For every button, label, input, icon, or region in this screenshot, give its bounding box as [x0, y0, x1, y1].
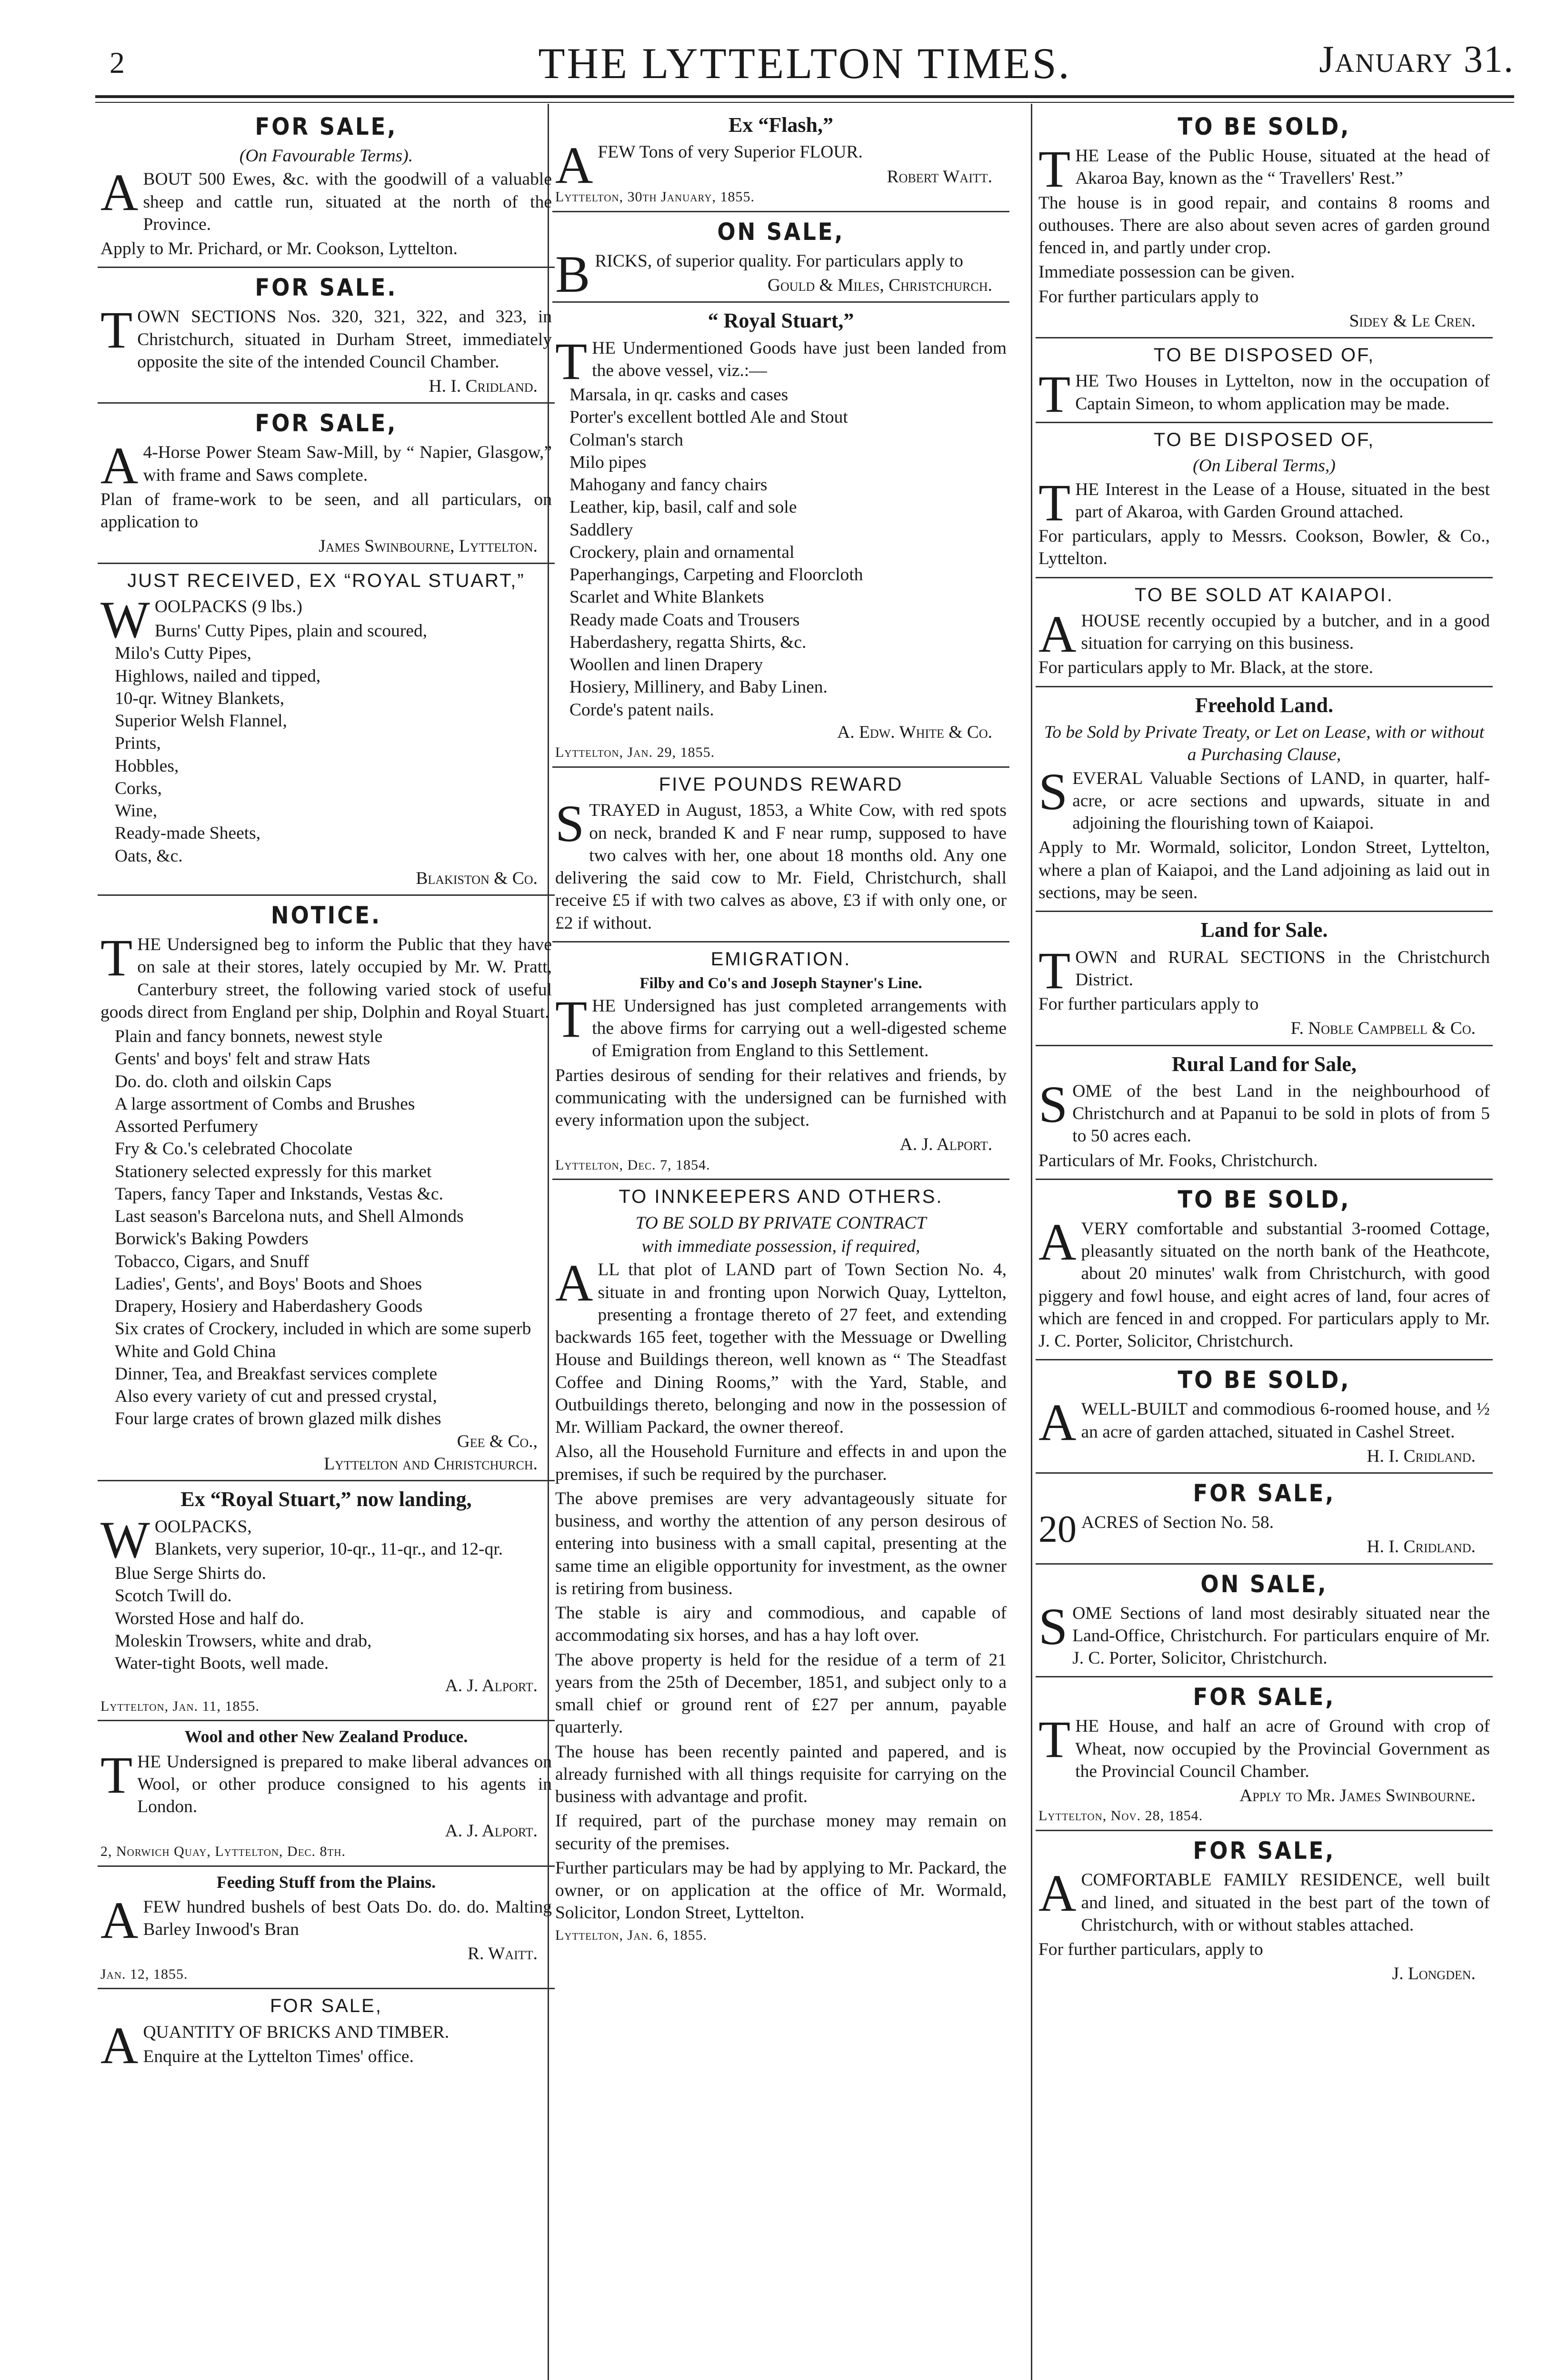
- advert-heading: NOTICE.: [270, 902, 382, 930]
- drop-cap: S: [1038, 762, 1068, 821]
- advert-text: HE House, and half an acre of Ground with crop of Wheat, now occupied by the Provincial Government as the Provincial Council Chamber.: [1075, 1716, 1490, 1781]
- advert-text: LL that plot of LAND part of Town Section No. 4, situate in and fronting upon Norwich Quay, Lyttelton, presenting a frontage thereto of 27 feet, and extending backwards 165 feet, together with the Messuage or Dwelling House and Buildings thereon, well known as “ The Steadfast Coffee and Dining Rooms,” with the Yard, Stable, and Outbuildings thereto, belonging and now in the possession of Mr. William Packard, the owner thereof.: [555, 1260, 1007, 1438]
- advert-text: OME of the best Land in the neighbourhood of Christchurch and at Papanui to be sold in plots of from 5 to 50 acres each.: [1072, 1081, 1490, 1146]
- advert-date: 2, Norwich Quay, Lyttelton, Dec. 8th.: [100, 1843, 346, 1859]
- list-item: Plain and fancy bonnets, newest style: [115, 1027, 383, 1047]
- advert-notice: [98, 896, 555, 1481]
- advert-royal-stuart-goods: [98, 564, 555, 896]
- list-item: Woollen and linen Drapery: [569, 655, 763, 675]
- goods-list: [100, 1562, 552, 1675]
- advert-text: OWN SECTIONS Nos. 320, 321, 322, and 323, in Christchurch, situated in Durham Street, immediately opposite the site of the intended Council Chamber.: [137, 307, 552, 372]
- drop-cap: A: [1038, 605, 1077, 663]
- list-item: Last season's Barcelona nuts, and Shell Almonds: [115, 1207, 464, 1227]
- list-item: Water-tight Boots, well made.: [115, 1654, 329, 1674]
- list-item: Wine,: [115, 801, 158, 821]
- issue-date: January 31.: [1319, 39, 1514, 80]
- advert-land-office-sections: [1036, 1565, 1493, 1678]
- advert-text: RICKS, of superior quality. For particulars apply to: [595, 251, 963, 271]
- advert-signature: Gee & Co.,: [457, 1431, 538, 1451]
- advert-heading: FOR SALE,: [1193, 1479, 1336, 1507]
- drop-cap: T: [100, 301, 133, 359]
- advert-text: OOLPACKS,: [154, 1517, 252, 1537]
- advert-body: [555, 1254, 1007, 1438]
- column-3: [1036, 107, 1493, 2380]
- advert-text: The house is in good repair, and contains 8 rooms and outhouses. There are also about seven acres of garden ground fenced in, and partly under crop.: [1038, 193, 1490, 258]
- advert-travellers-rest: [1036, 107, 1493, 338]
- advert-text: WELL-BUILT and commodious 6-roomed house, and ½ an acre of garden attached, situated in Cashel Street.: [1081, 1399, 1490, 1442]
- advert-body: [1038, 365, 1490, 424]
- advert-heading: TO BE SOLD,: [1178, 1366, 1351, 1394]
- advert-text: HE Lease of the Public House, situated at the head of Akaroa Bay, known as the “ Travellers' Rest.”: [1075, 146, 1490, 188]
- advert-signature: A. J. Alport.: [445, 1821, 538, 1841]
- list-item: Scotch Twill do.: [115, 1586, 232, 1606]
- drop-cap: A: [1038, 1212, 1077, 1271]
- advert-signature: Apply to Mr. James Swinbourne.: [1239, 1786, 1476, 1806]
- advert-text: COMFORTABLE FAMILY RESIDENCE, well built and lined, and situated in the best part of the town of Christchurch, with or without stables attached.: [1081, 1870, 1490, 1935]
- advert-text: Apply to Mr. Wormald, solicitor, London Street, Lyttelton, where a plan of Kaiapoi, and the Land adjoining as laid out in sections, may be seen.: [1038, 838, 1490, 902]
- advert-signature: J. Longden.: [1392, 1964, 1476, 1984]
- advert-text: Plan of frame-work to be seen, and all particulars, on application to: [100, 489, 552, 532]
- drop-cap: W: [100, 1510, 150, 1569]
- list-item: A large assortment of Combs and Brushes: [115, 1094, 415, 1114]
- list-item: Hosiery, Millinery, and Baby Linen.: [569, 677, 828, 697]
- advert-body: [100, 1510, 552, 1569]
- list-item: Oats, &c.: [115, 846, 183, 866]
- advert-text: 4-Horse Power Steam Saw-Mill, by “ Napier, Glasgow,” with frame and Saws complete.: [143, 443, 552, 485]
- drop-cap: 20: [1038, 1508, 1077, 1551]
- advert-heading: FIVE POUNDS REWARD: [659, 774, 903, 795]
- list-item: Mahogany and fancy chairs: [569, 475, 768, 495]
- advert-heading: FOR SALE,: [1193, 1683, 1336, 1711]
- advert-date: Lyttelton, Nov. 28, 1854.: [1038, 1808, 1203, 1824]
- masthead: [95, 24, 1514, 88]
- advert-text: If required, part of the purchase money may remain on security of the premises.: [555, 1811, 1007, 1854]
- advert-two-houses: [1036, 338, 1493, 423]
- drop-cap: S: [1038, 1597, 1068, 1656]
- advert-body: [1038, 473, 1490, 532]
- advert-text: HE Undersigned beg to inform the Public that they have on sale at their stores, lately occupied by Mr. W. Pratt, Canterbury street, the following varied stock of useful goods direct from England per ship, Dolphin and Royal Stuart.: [100, 935, 552, 1022]
- list-item: Saddlery: [569, 520, 633, 540]
- list-item: Six crates of Crockery, included in which are some superb White and Gold China: [115, 1319, 531, 1361]
- drop-cap: A: [100, 1891, 139, 1949]
- advert-heading: TO BE SOLD,: [1178, 1185, 1351, 1213]
- advert-wool-produce: [98, 1721, 555, 1866]
- goods-list: [100, 1025, 552, 1430]
- list-item: Haberdashery, regatta Shirts, &c.: [569, 632, 807, 652]
- advert-signature: H. I. Cridland.: [429, 377, 538, 396]
- advert-freehold-land: [1036, 687, 1493, 912]
- advert-signature: A. J. Alport.: [899, 1135, 992, 1155]
- list-item: Milo's Cutty Pipes,: [115, 644, 252, 664]
- advert-text: EVERAL Valuable Sections of LAND, in quarter, half-acre, or acre sections and upwards, situate in and adjoining the flourishing town of Kaiapoi.: [1072, 768, 1490, 833]
- list-item: Ladies', Gents', and Boys' Boots and Shoes: [115, 1274, 422, 1294]
- list-item: 10-qr. Witney Blankets,: [115, 688, 285, 708]
- advert-subheading: (On Liberal Terms,): [1193, 456, 1336, 476]
- advert-text: Parties desirous of sending for their relatives and friends, by communicating with the undersigned can be furnished with every information upon the subject.: [555, 1065, 1007, 1130]
- advert-heading: Ex “Flash,”: [728, 113, 834, 137]
- list-item: Milo pipes: [569, 452, 647, 472]
- advert-body: [1038, 1710, 1490, 1783]
- advert-text: Enquire at the Lyttelton Times' office.: [143, 2047, 414, 2067]
- advert-text: BOUT 500 Ewes, &c. with the goodwill of a valuable sheep and cattle run, situated at the north of the Province.: [143, 169, 552, 234]
- advert-signature: Sidey & Le Cren.: [1349, 311, 1476, 331]
- drop-cap: A: [555, 1254, 593, 1312]
- advert-date: Lyttelton, Jan. 11, 1855.: [100, 1698, 260, 1714]
- list-item: Colman's starch: [569, 430, 684, 450]
- list-item: Corks,: [115, 778, 162, 798]
- list-item: Tobacco, Cigars, and Snuff: [115, 1251, 309, 1271]
- drop-cap: T: [555, 990, 588, 1048]
- advert-heading: TO INNKEEPERS AND OTHERS.: [619, 1186, 943, 1208]
- list-item: Hobbles,: [115, 756, 179, 776]
- newspaper-title: THE LYTTELTON TIMES.: [538, 39, 1071, 88]
- column-divider: [1031, 104, 1032, 2380]
- advert-heading: ON SALE,: [717, 218, 845, 246]
- advert-signature: James Swinbourne, Lyttelton.: [319, 536, 538, 556]
- advert-body: [100, 1745, 552, 1818]
- advert-heading: TO BE DISPOSED OF,: [1153, 345, 1375, 366]
- advert-text: For further particulars apply to: [1038, 287, 1259, 307]
- advert-text: Blankets, very superior, 10-qr., 11-qr., and 12-qr.: [154, 1539, 503, 1559]
- goods-list: [555, 384, 1007, 721]
- advert-heading: JUST RECEIVED, EX “ROYAL STUART,”: [127, 570, 525, 591]
- drop-cap: S: [1038, 1075, 1068, 1133]
- advert-text: TRAYED in August, 1853, a White Cow, with red spots on neck, branded K and F near rump, supposed to have two calves with her, one about 18 months old. Any one delivering the said cow to Mr. Field, Christchurch, shall receive £5 if with two calves as above, £3 if with only one, or £2 if without.: [555, 801, 1007, 933]
- list-item: Superior Welsh Flannel,: [115, 711, 287, 731]
- advert-cashel-street-house: [1036, 1360, 1493, 1474]
- advert-heading: FOR SALE,: [255, 409, 398, 437]
- drop-cap: S: [555, 794, 585, 853]
- advert-body: [1038, 1864, 1490, 1936]
- advert-heading: Land for Sale.: [1200, 918, 1328, 942]
- advert-heading: TO BE SOLD AT KAIAPOI.: [1135, 584, 1394, 605]
- advert-body: [100, 436, 552, 495]
- advert-text: Further particulars may be had by applying to Mr. Packard, the owner, or on application at the office of Mr. Wormald, Solicitor, London Street, Lyttelton.: [555, 1858, 1007, 1923]
- advert-ewes-for-sale: [98, 107, 555, 268]
- advert-text: The stable is airy and commodious, and capable of accommodating six horses, and has a hay loft over.: [555, 1603, 1007, 1646]
- advert-date: Lyttelton, Jan. 29, 1855.: [555, 744, 715, 761]
- drop-cap: T: [100, 1745, 133, 1804]
- advert-signature: A. Edw. White & Co.: [837, 722, 992, 742]
- advert-cottage: [1036, 1180, 1493, 1361]
- list-item: Leather, kip, basil, calf and sole: [569, 497, 797, 517]
- top-rule: [95, 95, 1514, 98]
- drop-cap: T: [1038, 1710, 1071, 1769]
- advert-text: For further particulars apply to: [1038, 994, 1259, 1014]
- advert-body: [100, 163, 552, 236]
- advert-text: OWN and RURAL SECTIONS in the Christchurch District.: [1075, 947, 1490, 990]
- list-item: Tapers, fancy Taper and Inkstands, Vestas &c.: [115, 1184, 444, 1204]
- drop-cap: B: [555, 245, 590, 303]
- advert-body: [1038, 762, 1490, 835]
- list-item: Borwick's Baking Powders: [115, 1229, 309, 1249]
- advert-signature: Gould & Miles, Christchurch.: [767, 275, 992, 295]
- advert-text: ACRES of Section No. 58.: [1081, 1513, 1274, 1533]
- advert-heading: “ Royal Stuart,”: [708, 309, 854, 333]
- advert-text: HE Two Houses in Lyttelton, now in the occupation of Captain Simeon, to whom application may be made.: [1075, 371, 1490, 414]
- advert-text: HE Undersigned is prepared to make liberal advances on Wool, or other produce consigned to his agents in London.: [137, 1752, 552, 1817]
- advert-body: [1038, 1212, 1490, 1353]
- advert-woolpacks: [98, 1481, 555, 1721]
- advert-signature-place: Lyttelton and Christchurch.: [324, 1454, 538, 1474]
- advert-body: [100, 929, 552, 1023]
- advert-text: HE Undersigned has just completed arrangements with the above firms for carrying out a well-digested scheme of Emigration from England to this Settlement.: [592, 996, 1007, 1061]
- column-2: [552, 107, 1009, 2380]
- advert-heading: Rural Land for Sale,: [1172, 1052, 1357, 1076]
- advert-body: [1038, 941, 1490, 1000]
- column-1: [98, 107, 555, 2380]
- advert-bricks-timber: [98, 1989, 555, 2074]
- advert-signature: H. I. Cridland.: [1367, 1537, 1476, 1557]
- advert-signature: H. I. Cridland.: [1367, 1446, 1476, 1466]
- drop-cap: A: [100, 436, 139, 495]
- advert-text: For particulars apply to Mr. Black, at the store.: [1038, 658, 1373, 678]
- advert-saw-mill: [98, 404, 555, 564]
- advert-subheading: with immediate possession, if required,: [641, 1237, 920, 1257]
- advert-bricks: [552, 212, 1009, 303]
- advert-text: The above property is held for the residue of a term of 21 years from the 25th of December, 1851, and subject only to a small chief or ground rent of £27 per annum, payable quarterly.: [555, 1650, 1007, 1737]
- advert-text: FEW hundred bushels of best Oats Do. do. do. Malting Barley Inwood's Bran: [143, 1897, 552, 1940]
- drop-cap: A: [100, 2016, 139, 2074]
- advert-signature: R. Waitt.: [467, 1944, 538, 1964]
- advert-body: [1038, 1393, 1490, 1452]
- advert-heading: Wool and other New Zealand Produce.: [184, 1727, 468, 1746]
- list-item: Four large crates of brown glazed milk dishes: [115, 1409, 441, 1429]
- drop-cap: T: [1038, 365, 1071, 424]
- advert-text: HE Interest in the Lease of a House, situated in the best part of Akaroa, with Garden Ground attached.: [1075, 479, 1490, 522]
- advert-body: [100, 301, 552, 373]
- advert-feeding-stuff: [98, 1867, 555, 1990]
- advert-body: [100, 1891, 552, 1949]
- advert-date: Jan. 12, 1855.: [100, 1966, 188, 1982]
- advert-text: The above premises are very advantageously situate for business, and worthy the attention of any person desirous of entering into business with a small capital, presenting at the same time an eligible opportunity for investment, as the owner is retiring from business.: [555, 1488, 1007, 1598]
- advert-heading: Ex “Royal Stuart,” now landing,: [180, 1488, 472, 1511]
- list-item: Blue Serge Shirts do.: [115, 1564, 267, 1584]
- advert-text: Particulars of Mr. Fooks, Christchurch.: [1038, 1150, 1318, 1170]
- advert-heading: TO BE SOLD,: [1178, 113, 1351, 140]
- list-item: Assorted Perfumery: [115, 1117, 258, 1137]
- drop-cap: T: [1038, 941, 1071, 1000]
- advert-land-for-sale: [1036, 912, 1493, 1046]
- advert-body: [555, 794, 1007, 934]
- list-item: Ready made Coats and Trousers: [569, 610, 800, 630]
- drop-cap: T: [100, 929, 133, 987]
- advert-heading: EMIGRATION.: [710, 948, 851, 970]
- list-item: Stationery selected expressly for this market: [115, 1161, 432, 1181]
- advert-lease-akaroa: [1036, 423, 1493, 578]
- advert-text: FEW Tons of very Superior FLOUR.: [598, 142, 863, 162]
- advert-royal-stuart-list: [552, 303, 1009, 768]
- advert-subheading: Filby and Co's and Joseph Stayner's Line.: [639, 975, 922, 992]
- advert-text: The house has been recently painted and papered, and is already furnished with all things requisite for carrying on the business with advantage and profit.: [555, 1742, 1007, 1807]
- advert-signature: F. Noble Campbell & Co.: [1290, 1019, 1476, 1039]
- list-item: Paperhangings, Carpeting and Floorcloth: [569, 565, 863, 585]
- advert-text: HE Undermentioned Goods have just been landed from the above vessel, viz.:—: [592, 338, 1007, 380]
- advert-body: [555, 990, 1007, 1062]
- advert-family-residence: [1036, 1831, 1493, 1990]
- drop-cap: A: [100, 163, 139, 222]
- advert-text: OOLPACKS (9 lbs.): [154, 596, 302, 616]
- drop-cap: A: [1038, 1864, 1077, 1923]
- advert-text: For further particulars, apply to: [1038, 1940, 1263, 1960]
- advert-text: Immediate possession can be given.: [1038, 262, 1295, 282]
- list-item: Corde's patent nails.: [569, 700, 714, 720]
- advert-text: Apply to Mr. Prichard, or Mr. Cookson, Lyttelton.: [100, 239, 458, 258]
- advert-signature: Blakiston & Co.: [416, 868, 538, 888]
- advert-council-chamber: [1036, 1677, 1493, 1831]
- advert-innkeepers: [552, 1180, 1009, 1949]
- list-item: Do. do. cloth and oilskin Caps: [115, 1071, 332, 1091]
- advert-text: QUANTITY OF BRICKS AND TIMBER.: [143, 2022, 449, 2042]
- drop-cap: T: [1038, 140, 1071, 198]
- list-item: Highlows, nailed and tipped,: [115, 666, 321, 686]
- advert-section-58: [1036, 1474, 1493, 1565]
- advert-text: HOUSE recently occupied by a butcher, and in a good situation for carrying on this business.: [1081, 611, 1490, 654]
- list-item: Burns' Cutty Pipes, plain and scoured,: [154, 621, 428, 641]
- list-item: Ready-made Sheets,: [115, 823, 261, 843]
- advert-heading: ON SALE,: [1200, 1570, 1328, 1598]
- advert-emigration: [552, 942, 1009, 1180]
- advert-heading: TO BE DISPOSED OF,: [1153, 429, 1375, 450]
- advert-text: OME Sections of land most desirably situated near the Land-Office, Christchurch. For particulars enquire of Mr. J. C. Porter, Solicitor, Christchurch.: [1072, 1603, 1490, 1668]
- advert-rural-land: [1036, 1046, 1493, 1180]
- advert-town-sections: [98, 268, 555, 404]
- advert-subheading: TO BE SOLD BY PRIVATE CONTRACT: [635, 1213, 927, 1233]
- list-item: Prints,: [115, 734, 161, 754]
- advert-heading: Feeding Stuff from the Plains.: [216, 1872, 436, 1892]
- list-item: Marsala, in qr. casks and cases: [569, 385, 788, 405]
- list-item: Also every variety of cut and pressed crystal,: [115, 1387, 437, 1407]
- advert-kaiapoi-house: [1036, 578, 1493, 687]
- advert-flour: [552, 107, 1009, 212]
- advert-signature: A. J. Alport.: [445, 1676, 538, 1696]
- advert-heading: FOR SALE,: [255, 113, 398, 140]
- advert-text: VERY comfortable and substantial 3-roomed Cottage, pleasantly situated on the north bank of the Heathcote, about 20 minutes' walk from Christchurch, with good piggery and fowl house, and eight acres of land, four acres of which are fenced in and cropped. For particulars apply to Mr. J. C. Porter, Solicitor, Christchurch.: [1038, 1219, 1490, 1351]
- advert-body: [1038, 1075, 1490, 1148]
- advert-heading: FOR SALE,: [270, 1995, 382, 2017]
- list-item: Porter's excellent bottled Ale and Stout: [569, 407, 848, 427]
- advert-subheading: To be Sold by Private Treaty, or Let on Lease, with or without a Purchasing Clause,: [1044, 723, 1485, 765]
- advert-body: [1038, 140, 1490, 198]
- list-item: Gents' and boys' felt and straw Hats: [115, 1049, 370, 1069]
- list-item: Drapery, Hosiery and Haberdashery Goods: [115, 1297, 423, 1317]
- drop-cap: A: [1038, 1393, 1077, 1452]
- drop-cap: W: [100, 590, 150, 649]
- advert-body: [1038, 1597, 1490, 1670]
- list-item: Dinner, Tea, and Breakfast services complete: [115, 1364, 438, 1384]
- advert-date: Lyttelton, 30th January, 1855.: [555, 188, 755, 205]
- advert-heading: FOR SALE,: [1193, 1837, 1336, 1865]
- drop-cap: T: [1038, 473, 1071, 532]
- advert-body: [555, 332, 1007, 390]
- top-rule-thin: [95, 102, 1514, 103]
- advert-subheading: (On Favourable Terms).: [239, 146, 413, 166]
- advert-signature: Robert Waitt.: [887, 167, 992, 187]
- list-item: Moleskin Trowsers, white and drab,: [115, 1631, 372, 1651]
- list-item: Crockery, plain and ornamental: [569, 542, 795, 562]
- advert-reward: [552, 768, 1009, 942]
- advert-text: Also, all the Household Furniture and effects in and upon the premises, if such be required by the purchaser.: [555, 1442, 1007, 1484]
- drop-cap: A: [555, 136, 593, 195]
- page-number: 2: [110, 46, 125, 79]
- goods-list: [100, 620, 552, 867]
- list-item: Worsted Hose and half do.: [115, 1608, 304, 1628]
- advert-date: Lyttelton, Dec. 7, 1854.: [555, 1157, 710, 1173]
- list-item: Fry & Co.'s celebrated Chocolate: [115, 1139, 353, 1159]
- list-item: Scarlet and White Blankets: [569, 587, 764, 607]
- advert-body: [1038, 605, 1490, 663]
- advert-heading: FOR SALE.: [255, 274, 398, 302]
- drop-cap: T: [555, 332, 588, 390]
- advert-heading: Freehold Land.: [1195, 693, 1334, 717]
- advert-date: Lyttelton, Jan. 6, 1855.: [555, 1927, 708, 1943]
- advert-text: For particulars, apply to Messrs. Cookson, Bowler, & Co., Lyttelton.: [1038, 526, 1490, 569]
